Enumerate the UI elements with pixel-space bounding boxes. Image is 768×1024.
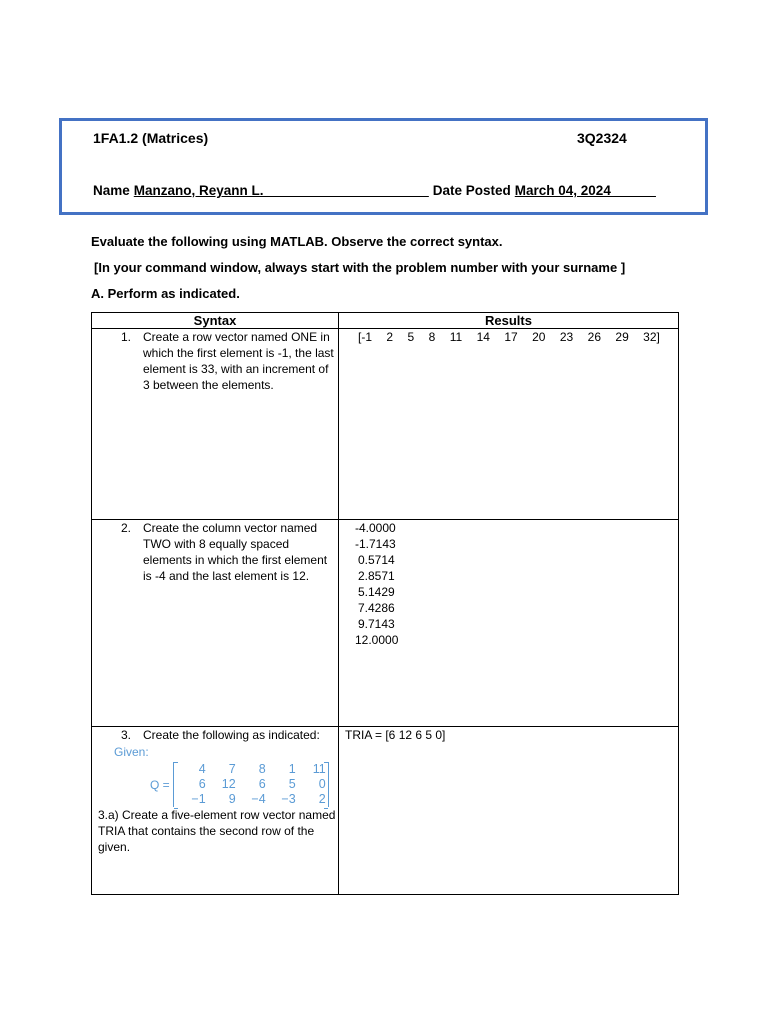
matrix-cell: 8 [258, 762, 266, 776]
table-header-row [92, 313, 679, 329]
vector-element: 20 [532, 330, 546, 344]
vector-element: 23 [559, 330, 574, 344]
vector-element: 8 [428, 330, 436, 344]
result-cell-3 [339, 727, 679, 895]
matrix-cell: 1 [288, 762, 296, 776]
result-cell-2 [339, 520, 679, 727]
date-label: Date Posted [432, 183, 511, 198]
vector-element: 9.7143 [358, 617, 395, 631]
matrix-cell: −1 [191, 792, 206, 806]
matrix-cell: 6 [258, 777, 266, 791]
item-description: Create a row vector named ONE in which the first element is -1, the last element is 33, with an increment of 3 between the elements. [143, 330, 334, 392]
matrix-label: Q = [150, 777, 170, 792]
vector-element: 14 [476, 330, 490, 344]
table-row [92, 520, 679, 727]
matrix-cell: 4 [198, 762, 206, 776]
instruction-line-3: A. Perform as indicated. [91, 286, 240, 301]
item-description: Create the column vector named TWO with 8 equally spaced elements in which the first element is -4 and the last element is 12. [143, 521, 328, 583]
matrix-grid [176, 762, 326, 807]
vector-element: 5.1429 [358, 585, 395, 599]
vector-element: 5 [407, 330, 415, 344]
matrix-cell: 7 [228, 762, 236, 776]
name-label: Name [93, 183, 130, 198]
table-row [92, 329, 679, 520]
item-number: 3. [121, 728, 132, 742]
given-label: Given: [114, 745, 149, 759]
row-vector-one [358, 329, 660, 345]
activity-code: 1FA1.2 (Matrices) [93, 130, 209, 146]
vector-element: 2 [386, 330, 394, 344]
vector-element: 17 [504, 330, 518, 344]
result-cell-1 [339, 329, 679, 520]
matrix-cell: 5 [288, 777, 296, 791]
tria-result: TRIA = [6 12 6 5 0] [345, 728, 446, 742]
vector-element: 0.5714 [358, 553, 395, 567]
vector-open: [-1 [358, 330, 373, 344]
matrix-cell: 6 [198, 777, 206, 791]
column-vector-two [355, 520, 678, 648]
worksheet-table [91, 312, 679, 895]
vector-element: 7.4286 [358, 601, 395, 615]
column-header-results: Results [339, 313, 679, 329]
item-number: 1. [121, 330, 132, 344]
column-header-syntax: Syntax [92, 313, 339, 329]
matrix-q [150, 762, 338, 807]
table-row [92, 727, 679, 895]
instruction-line-1: Evaluate the following using MATLAB. Observe the correct syntax. [91, 234, 503, 249]
item-number: 2. [121, 521, 132, 535]
vector-element: 29 [615, 330, 629, 344]
vector-close: 32] [643, 330, 660, 344]
syntax-cell-2 [92, 520, 339, 727]
matrix-cell: 2 [318, 792, 326, 806]
matrix-brackets [173, 762, 329, 807]
syntax-cell-3 [92, 727, 339, 895]
matrix-cell: 12 [221, 777, 236, 791]
date-value: March 04, 2024______ [514, 183, 656, 198]
matrix-cell: −3 [281, 792, 296, 806]
vector-element: 12.0000 [355, 633, 399, 647]
vector-element: -4.0000 [355, 521, 396, 535]
matrix-cell: 0 [318, 777, 326, 791]
vector-element: 2.8571 [358, 569, 395, 583]
header-box [59, 118, 708, 215]
name-value: Manzano, Reyann L.______________________ [133, 183, 429, 198]
item-description: Create the following as indicated: [143, 728, 320, 742]
vector-element: 26 [587, 330, 601, 344]
name-date-line [93, 183, 656, 198]
sub-item-description: 3.a) Create a five-element row vector named TRIA that contains the second row of the given. [98, 808, 336, 854]
instruction-line-2: [In your command window, always start with the problem number with your surname ] [94, 260, 626, 275]
matrix-cell: 9 [228, 792, 236, 806]
vector-element: 11 [449, 330, 463, 344]
matrix-cell: 11 [312, 762, 326, 776]
term-code: 3Q2324 [577, 130, 627, 146]
matrix-cell: −4 [251, 792, 266, 806]
vector-element: -1.7143 [355, 537, 396, 551]
syntax-cell-1 [92, 329, 339, 520]
